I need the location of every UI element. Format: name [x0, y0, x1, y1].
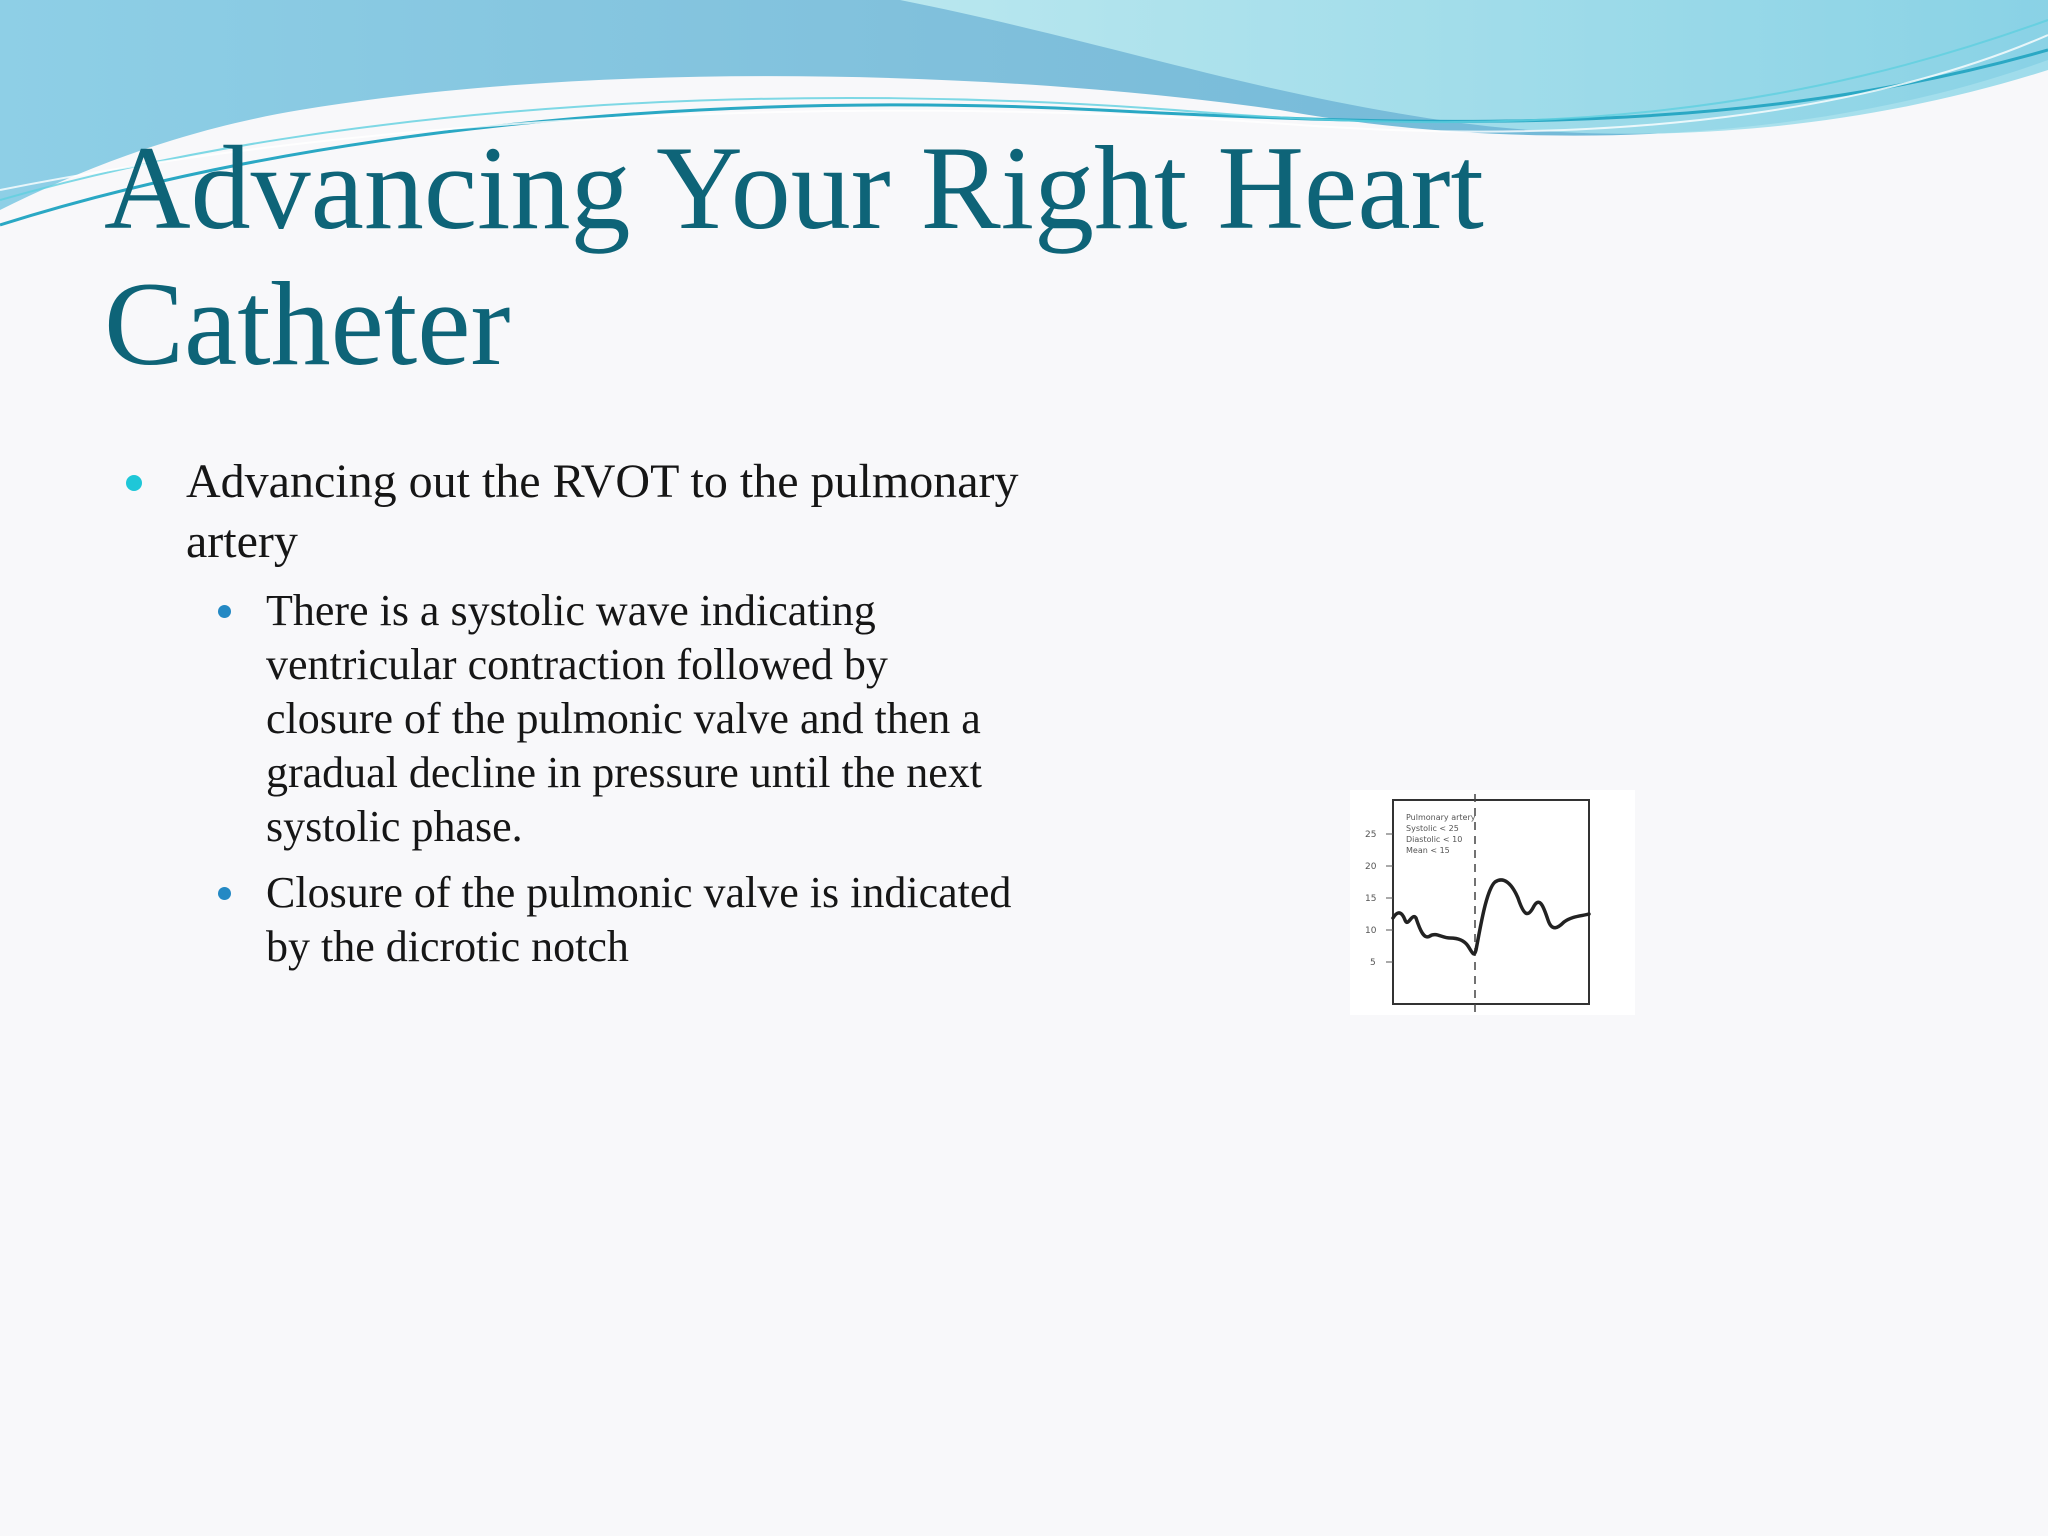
pulmonary-artery-pressure-waveform-image [1350, 790, 1635, 1015]
sub-bullet-text: Closure of the pulmonic valve is indicated by the dicrotic notch [266, 868, 1012, 971]
slide-title: Advancing Your Right Heart Catheter [104, 121, 1484, 390]
figure-legend-line: Systolic < 25 [1406, 824, 1459, 833]
bullet-text: Advancing out the RVOT to the pulmonary artery [186, 455, 1019, 568]
sub-bullet-item [120, 584, 1020, 854]
y-tick-label: 25 [1365, 830, 1377, 840]
bullet-list [120, 452, 1020, 974]
bullet-dot-icon [218, 887, 231, 900]
bullet-dot-icon [126, 475, 142, 491]
y-tick-label: 10 [1365, 926, 1377, 936]
bullet-dot-icon [218, 605, 231, 618]
y-tick-label: 20 [1365, 862, 1377, 872]
figure-legend-line: Mean < 15 [1406, 846, 1450, 855]
sub-bullet-text: There is a systolic wave indicating ventricular contraction followed by closure of the pulmonic valve and then a gradual decline in pressure until the next systolic phase. [266, 586, 982, 851]
figure-legend-line: Pulmonary artery [1406, 813, 1476, 822]
y-tick-label: 15 [1365, 894, 1377, 904]
y-tick-label: 5 [1370, 958, 1376, 968]
bullet-item [120, 452, 1020, 572]
sub-bullet-item [120, 866, 1020, 974]
figure-legend-line: Diastolic < 10 [1406, 835, 1463, 844]
